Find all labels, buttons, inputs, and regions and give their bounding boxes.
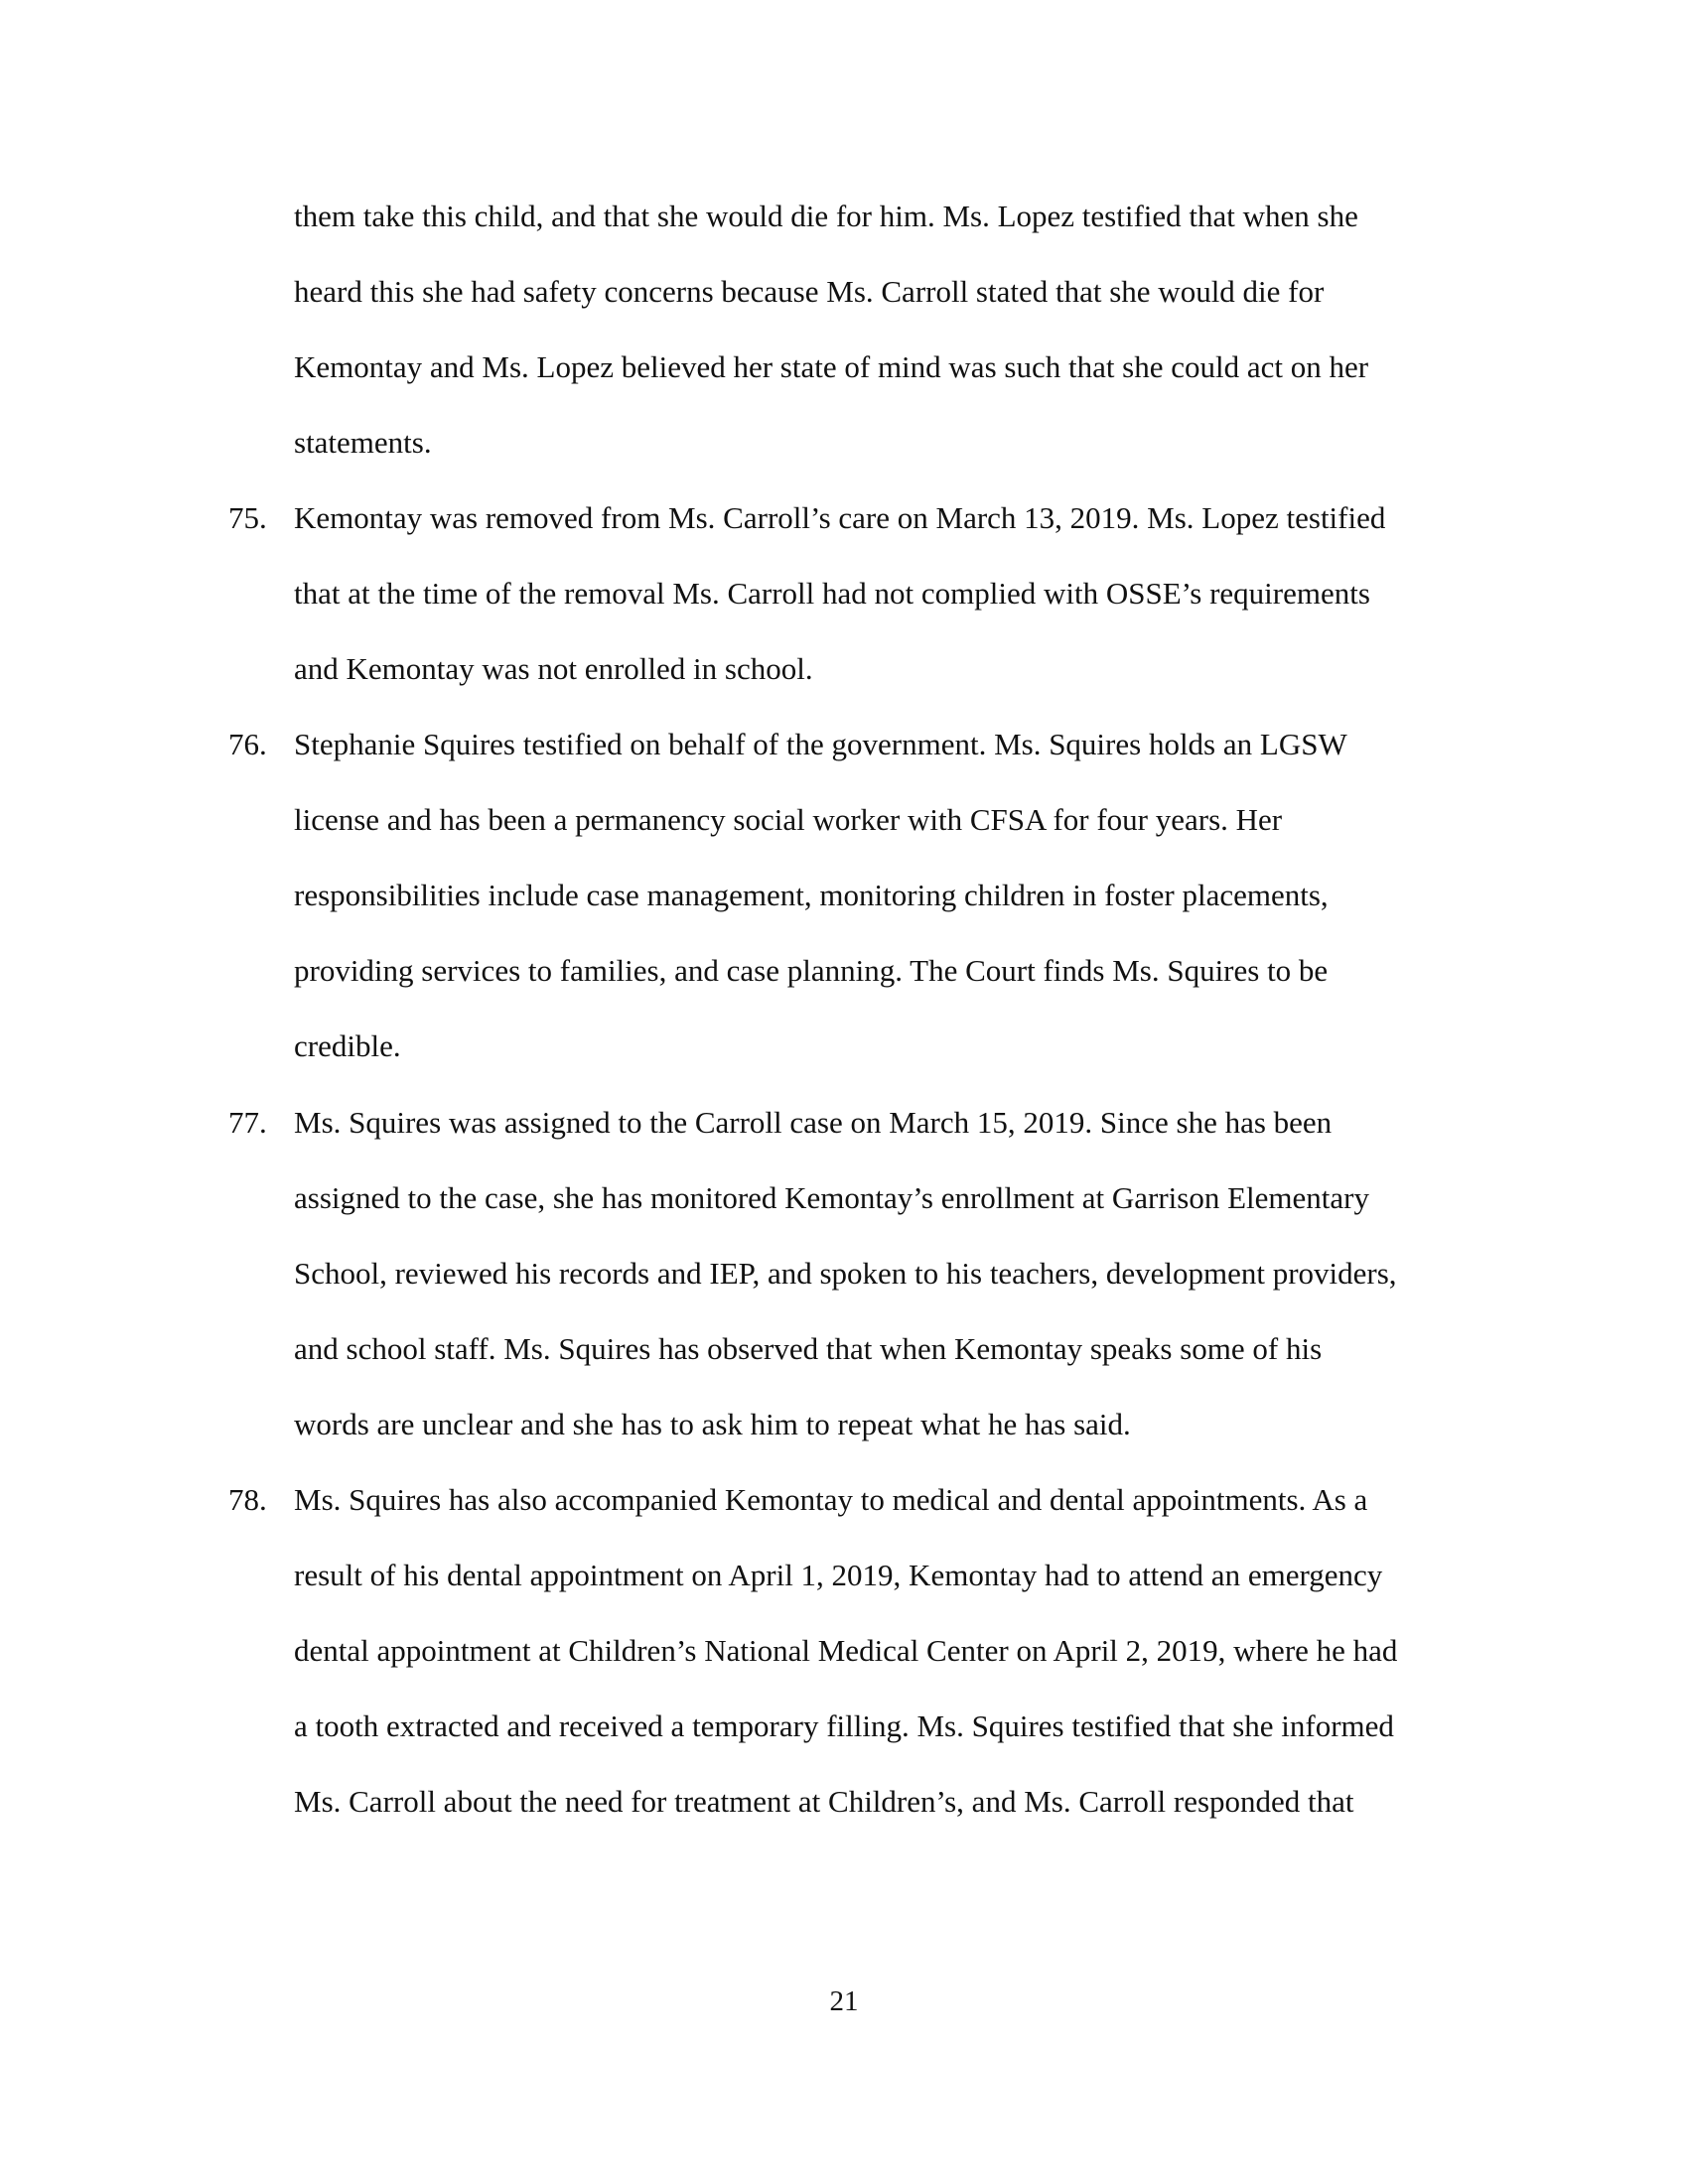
text-line: Stephanie Squires testified on behalf of the government. Ms. Squires holds an LGSW <box>294 727 1347 761</box>
paragraph-number: 76. <box>228 727 267 761</box>
text-line: providing services to families, and case planning. The Court finds Ms. Squires to be <box>294 953 1329 988</box>
paragraph-body <box>294 707 1489 1084</box>
paragraph-number: 77. <box>228 1105 267 1140</box>
continued-paragraph <box>294 179 1485 480</box>
text-line: credible. <box>294 1028 401 1063</box>
text-line: and school staff. Ms. Squires has observed that when Kemontay speaks some of his <box>294 1331 1323 1366</box>
text-line: responsibilities include case management, monitoring children in foster placements, <box>294 878 1329 912</box>
text-line: Ms. Squires was assigned to the Carroll case on March 15, 2019. Since she has been <box>294 1105 1333 1140</box>
text-line: Kemontay was removed from Ms. Carroll’s care on March 13, 2019. Ms. Lopez testified <box>294 500 1386 535</box>
text-line: them take this child, and that she would die for him. Ms. Lopez testified that when she <box>294 199 1358 233</box>
page-number: 21 <box>829 1985 859 2017</box>
paragraph-75 <box>228 480 1489 686</box>
paragraph-77 <box>228 1085 1489 1441</box>
paragraph-body <box>294 480 1489 707</box>
paragraph-78 <box>228 1462 1489 1819</box>
text-line: assigned to the case, she has monitored Kemontay’s enrollment at Garrison Elementary <box>294 1180 1369 1215</box>
text-line: Ms. Squires has also accompanied Kemontay to medical and dental appointments. As a <box>294 1482 1368 1517</box>
text-line: a tooth extracted and received a temporary filling. Ms. Squires testified that she informed <box>294 1708 1394 1743</box>
text-line: license and has been a permanency social worker with CFSA for four years. Her <box>294 802 1283 837</box>
text-line: dental appointment at Children’s National Medical Center on April 2, 2019, where he had <box>294 1633 1398 1668</box>
paragraph-number: 75. <box>228 500 267 535</box>
text-line: that at the time of the removal Ms. Carroll had not complied with OSSE’s requirements <box>294 576 1370 611</box>
text-line: Kemontay and Ms. Lopez believed her state of mind was such that she could act on her <box>294 349 1369 384</box>
text-line: heard this she had safety concerns because Ms. Carroll stated that she would die for <box>294 274 1325 309</box>
text-line: words are unclear and she has to ask him to repeat what he has said. <box>294 1407 1131 1441</box>
text-line: Ms. Carroll about the need for treatment at Children’s, and Ms. Carroll responded that <box>294 1784 1354 1819</box>
text-line: and Kemontay was not enrolled in school. <box>294 651 813 686</box>
text-line: School, reviewed his records and IEP, and spoken to his teachers, development providers, <box>294 1256 1397 1291</box>
text-line: statements. <box>294 425 432 460</box>
paragraph-body <box>294 1462 1489 1840</box>
paragraph-76 <box>228 707 1489 1063</box>
paragraph-body <box>294 1085 1489 1462</box>
paragraph-number: 78. <box>228 1482 267 1517</box>
text-line: result of his dental appointment on April 1, 2019, Kemontay had to attend an emergency <box>294 1558 1383 1592</box>
